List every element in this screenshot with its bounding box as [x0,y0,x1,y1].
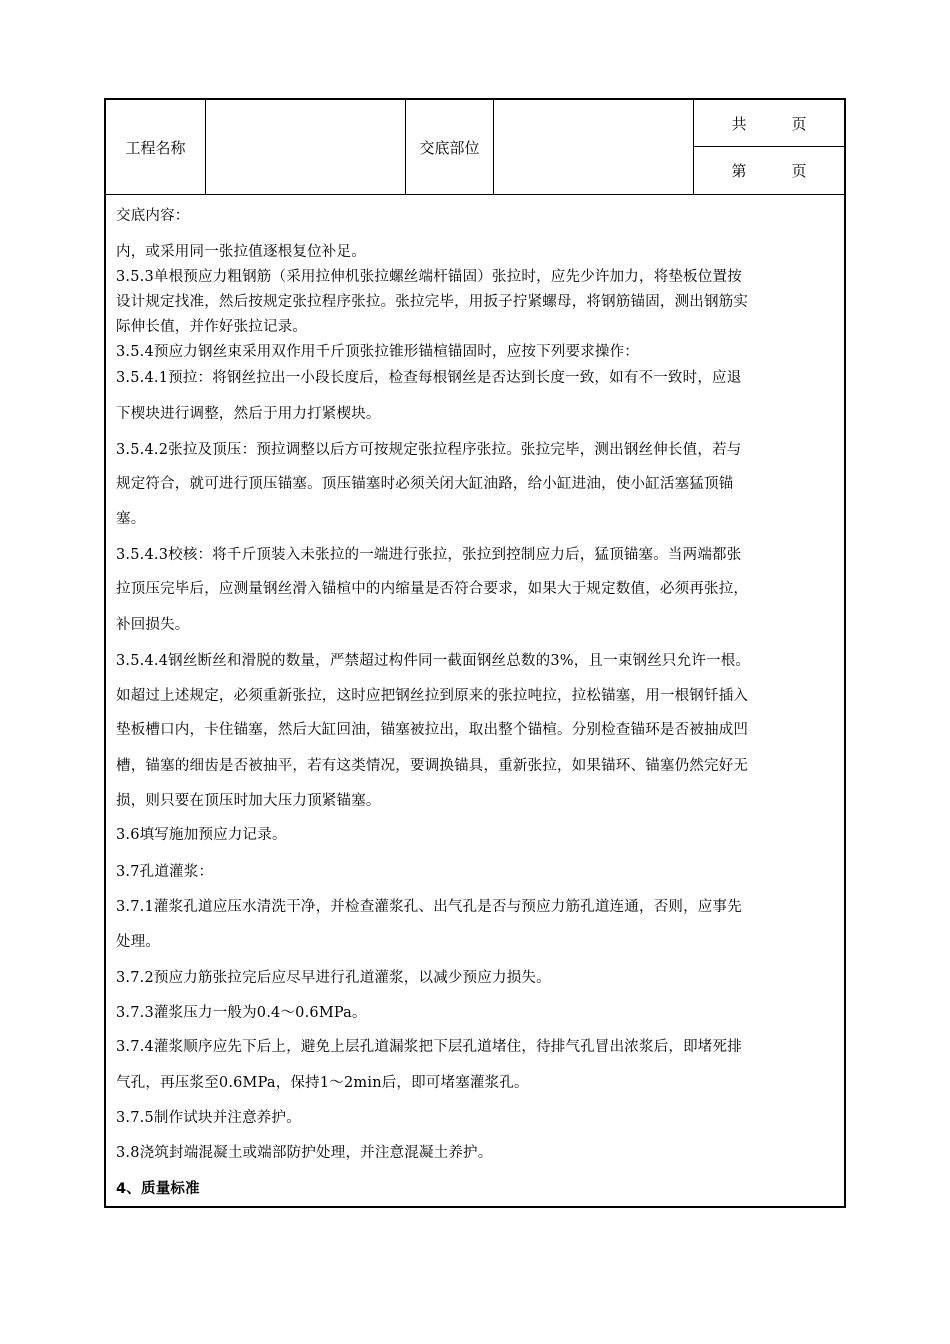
text-line: 3.6填写施加预应力记录。 [116,827,287,843]
text-line: 3.5.4.3校核：将千斤顶装入未张拉的一端进行张拉，张拉到控制应力后，猛顶锚塞。当两端都张 [116,547,742,563]
page-number: 第 页 [731,162,807,180]
text-line: 3.5.4.2张拉及顶压：预拉调整以后方可按规定张拉程序张拉。张拉完毕，测出钢丝伸长值，若与 [116,442,742,458]
form-header [106,100,844,195]
text-line: 槽，锚塞的细齿是否被抽平，若有这类情况，要调换锚具，重新张拉，如果锚环、锚塞仍然完好无 [116,758,749,774]
project-name-field[interactable] [206,100,406,194]
text-line: 3.7.5制作试块并注意养护。 [116,1110,301,1126]
text-line: 3.7.2预应力筋张拉完后应尽早进行孔道灌浆，以减少预应力损失。 [116,970,551,986]
section-heading: 4、质量标准 [116,1181,200,1197]
text-line: 3.7.3灌浆压力一般为0.4～0.6MPa。 [116,1005,367,1021]
text-line: 际伸长值，并作好张拉记录。 [116,319,308,335]
disclosure-form [104,98,846,1208]
text-line: 垫板槽口内，卡住锚塞，然后大缸回油，锚塞被拉出，取出整个锚楦。分别检查锚环是否被抽成凹 [116,722,749,738]
text-line: 3.7孔道灌浆： [116,864,214,880]
text-line: 塞。 [116,511,146,527]
disclosure-part-label: 交底部位 [406,100,494,194]
text-line: 3.7.4灌浆顺序应先下后上，避免上层孔道漏浆把下层孔道堵住，待排气孔冒出浓浆后，即堵死排 [116,1039,742,1055]
text-line: 3.8浇筑封端混凝土或端部防护处理，并注意混凝土养护。 [116,1145,493,1161]
text-line: 3.5.3单根预应力粗钢筋（采用拉伸机张拉螺丝端杆锚固）张拉时，应先少许加力，将垫板位置按 [116,269,742,285]
text-line: 处理。 [116,934,161,950]
total-pages: 共 页 [694,100,844,147]
text-line: 内，或采用同一张拉值逐根复位补足。 [116,244,366,260]
text-line: 3.5.4.4钢丝断丝和滑脱的数量，严禁超过构件同一截面钢丝总数的3%，且一束钢丝只允许一根。 [116,653,751,669]
project-name-label: 工程名称 [106,100,206,194]
text-line: 下楔块进行调整，然后于用力打紧楔块。 [116,406,381,422]
text-line: 如超过上述规定，必须重新张拉，这时应把钢丝拉到原来的张拉吨拉，拉松锚塞，用一根钢钎插入 [116,688,749,704]
text-line: 3.5.4预应力钢丝束采用双作用千斤顶张拉锥形锚楦锚固时，应按下列要求操作： [116,344,639,360]
text-line: 补回损失。 [116,617,190,633]
disclosure-part-field[interactable] [494,100,694,194]
text-line: 3.5.4.1预拉：将钢丝拉出一小段长度后，检查每根钢丝是否达到长度一致，如有不一致时，应退 [116,370,742,386]
text-line: 规定符合，就可进行顶压锚塞。顶压锚塞时必须关闭大缸油路，给小缸进油，使小缸活塞猛顶锚 [116,476,734,492]
page-count-box [694,100,844,194]
text-line: 损，则只要在顶压时加大压力顶紧锚塞。 [116,793,381,809]
text-line: 3.7.1灌浆孔道应压水清洗干净，并检查灌浆孔、出气孔是否与预应力筋孔道连通，否则，应事先 [116,899,742,915]
text-line: 气孔，再压浆至0.6MPa，保持1～2min后，即可堵塞灌浆孔。 [116,1075,529,1091]
text-line: 设计规定找准，然后按规定张拉程序张拉。张拉完毕，用扳子拧紧螺母，将钢筋锚固，测出钢筋实 [116,294,749,310]
text-line: 拉顶压完毕后，应测量钢丝滑入锚楦中的内缩量是否符合要求，如果大于规定数值，必须再张拉， [116,581,749,597]
content-heading: 交底内容： [116,208,190,224]
